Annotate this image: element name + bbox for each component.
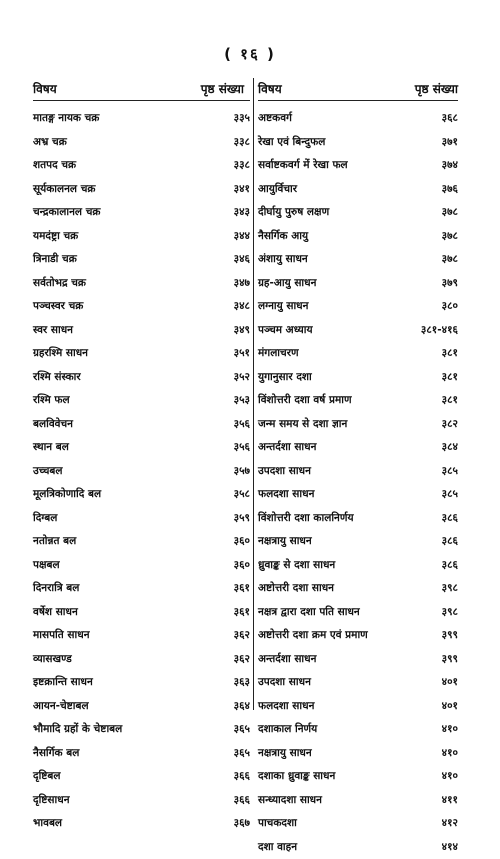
toc-entry-title: उच्चबल	[33, 460, 63, 484]
toc-entry	[258, 248, 458, 272]
toc-entry-title: सर्वतोभद्र चक्र	[33, 272, 86, 296]
toc-entry-page: ३५१	[234, 342, 250, 366]
toc-entry-title: उपदशा साधन	[258, 671, 311, 695]
toc-entry	[258, 201, 458, 225]
toc-entry	[33, 460, 250, 484]
toc-entry-page: ३५२	[234, 366, 250, 390]
toc-entry-title: स्थान बल	[33, 436, 69, 460]
toc-entry-page: ३८५	[442, 460, 458, 484]
toc-entry-page: ३८२	[442, 413, 458, 437]
toc-list	[258, 107, 458, 859]
toc-entry-title: फलदशा साधन	[258, 695, 314, 719]
toc-entry-title: नैसर्गिक बल	[33, 742, 79, 766]
toc-entry-title: अन्तर्दशा साधन	[258, 648, 316, 672]
toc-entry-title: नैसर्गिक आयु	[258, 225, 308, 249]
toc-entry-page: ३६०	[234, 554, 250, 578]
toc-entry-page: ४१२	[442, 812, 458, 836]
toc-entry-page: ३४७	[234, 272, 250, 296]
toc-entry	[33, 295, 250, 319]
toc-entry	[258, 366, 458, 390]
page-header: पृष्ठ संख्या	[415, 82, 458, 96]
toc-entry-page: ३९८	[442, 577, 458, 601]
toc-entry-page: ३७४	[442, 154, 458, 178]
toc-entry	[33, 812, 250, 836]
toc-entry-page: ३३५	[234, 107, 250, 131]
toc-entry	[258, 812, 458, 836]
toc-entry-title: बलविवेचन	[33, 413, 73, 437]
toc-entry	[33, 530, 250, 554]
toc-entry-page: ३४९	[234, 319, 250, 343]
toc-entry-title: दिग्बल	[33, 507, 57, 531]
toc-entry-title: ध्रुवाङ्क से दशा साधन	[258, 554, 335, 578]
header-rule	[33, 100, 250, 101]
toc-entry-title: आयुर्विचार	[258, 178, 297, 202]
toc-entry	[33, 436, 250, 460]
toc-entry	[33, 154, 250, 178]
toc-entry	[33, 225, 250, 249]
toc-entry	[258, 695, 458, 719]
toc-entry	[33, 554, 250, 578]
toc-entry	[258, 225, 458, 249]
toc-entry-title: रेखा एवं बिन्दुफल	[258, 131, 325, 155]
toc-entry-page: ३६२	[234, 624, 250, 648]
toc-entry-title: दृष्टिसाधन	[33, 789, 70, 813]
toc-entry	[33, 765, 250, 789]
toc-entry-title: रश्मि संस्कार	[33, 366, 81, 390]
toc-entry-page: ३६५	[234, 718, 250, 742]
toc-entry-title: युगानुसार दशा	[258, 366, 312, 390]
toc-entry	[258, 765, 458, 789]
toc-entry-page: ३५३	[234, 389, 250, 413]
toc-entry-title: सूर्यकालनल चक्र	[33, 178, 95, 202]
toc-entry-title: दीर्घायु पुरुष लक्षण	[258, 201, 329, 225]
toc-entry-page: ३८६	[442, 507, 458, 531]
toc-entry	[258, 154, 458, 178]
toc-entry-page: ३८५	[442, 483, 458, 507]
toc-entry-page: ३६६	[234, 765, 250, 789]
toc-entry	[33, 272, 250, 296]
toc-entry-page: ३९८	[442, 601, 458, 625]
toc-entry	[33, 342, 250, 366]
toc-right-column	[258, 82, 458, 859]
toc-entry-title: दशाकाल निर्णय	[258, 718, 317, 742]
toc-entry	[33, 483, 250, 507]
toc-entry-title: यमदंष्ट्रा चक्र	[33, 225, 78, 249]
toc-entry	[258, 342, 458, 366]
toc-entry-page: ४१०	[442, 742, 458, 766]
toc-entry-page: ३५९	[234, 507, 250, 531]
toc-entry-page: ३७८	[442, 225, 458, 249]
toc-entry-page: ३४१	[234, 178, 250, 202]
toc-entry-title: दशाका ध्रुवाङ्क साधन	[258, 765, 335, 789]
toc-entry	[33, 601, 250, 625]
toc-entry-page: ३६६	[234, 789, 250, 813]
toc-entry-title: पञ्चम अध्याय	[258, 319, 313, 343]
toc-entry	[33, 366, 250, 390]
toc-entry-title: पञ्चस्वर चक्र	[33, 295, 83, 319]
toc-entry-title: मासपति साधन	[33, 624, 90, 648]
toc-entry	[33, 671, 250, 695]
toc-entry-title: मंगलाचरण	[258, 342, 299, 366]
toc-entry	[258, 131, 458, 155]
toc-entry-page: ३८१	[442, 389, 458, 413]
toc-entry	[33, 789, 250, 813]
toc-entry-title: भावबल	[33, 812, 62, 836]
toc-entry	[33, 178, 250, 202]
toc-entry-page: ३७६	[442, 178, 458, 202]
toc-entry	[258, 836, 458, 859]
toc-chapter-heading	[258, 319, 458, 343]
toc-entry-page: ३४४	[234, 225, 250, 249]
toc-entry-title: वर्षेश साधन	[33, 601, 78, 625]
toc-entry-page: ३६५	[234, 742, 250, 766]
toc-entry-title: दृष्टिबल	[33, 765, 61, 789]
toc-entry	[258, 178, 458, 202]
toc-entry	[33, 507, 250, 531]
toc-entry-title: आयन-चेष्टाबल	[33, 695, 89, 719]
toc-entry-page: ४०१	[442, 695, 458, 719]
toc-entry-title: शतपद चक्र	[33, 154, 76, 178]
toc-entry	[33, 718, 250, 742]
toc-entry	[33, 577, 250, 601]
toc-entry-page: ३८६	[442, 554, 458, 578]
toc-entry-page: ३४६	[234, 248, 250, 272]
toc-entry-title: व्यासखण्ड	[33, 648, 72, 672]
toc-entry	[33, 201, 250, 225]
toc-entry	[258, 601, 458, 625]
toc-entry-page: ३६७	[234, 812, 250, 836]
toc-entry-title: ग्रह-आयु साधन	[258, 272, 316, 296]
toc-entry-title: अभ्र चक्र	[33, 131, 67, 155]
toc-entry	[258, 530, 458, 554]
toc-entry	[258, 577, 458, 601]
toc-entry-title: फलदशा साधन	[258, 483, 314, 507]
toc-entry	[33, 389, 250, 413]
toc-entry-title: उपदशा साधन	[258, 460, 311, 484]
toc-entry-page: ३५६	[234, 413, 250, 437]
toc-entry-title: मातङ्ग नायक चक्र	[33, 107, 99, 131]
toc-entry	[258, 483, 458, 507]
toc-entry-page: ३५६	[234, 436, 250, 460]
toc-entry-title: सन्ध्यादशा साधन	[258, 789, 322, 813]
column-header	[33, 82, 250, 96]
toc-entry-page: ४१४	[442, 836, 458, 859]
toc-entry	[33, 695, 250, 719]
toc-entry	[258, 507, 458, 531]
toc-entry-page: ३७८	[442, 201, 458, 225]
toc-entry-page: ४१०	[442, 765, 458, 789]
toc-entry	[258, 789, 458, 813]
toc-entry-title: पक्षबल	[33, 554, 60, 578]
toc-entry-title: जन्म समय से दशा ज्ञान	[258, 413, 347, 437]
toc-entry-page: ३९९	[442, 648, 458, 672]
toc-entry-page: ४१०	[442, 718, 458, 742]
toc-entry-page: ३६१	[234, 577, 250, 601]
toc-entry-title: विंशोत्तरी दशा कालनिर्णय	[258, 507, 354, 531]
toc-entry-page: ३५७	[234, 460, 250, 484]
toc-entry-title: अष्टकवर्ग	[258, 107, 292, 131]
toc-entry	[258, 436, 458, 460]
toc-entry	[258, 272, 458, 296]
toc-entry	[33, 248, 250, 272]
toc-entry-page: ३८१-४१६	[421, 319, 458, 343]
toc-entry-title: पाचकदशा	[258, 812, 297, 836]
toc-entry-page: ३८१	[442, 342, 458, 366]
toc-entry-page: ३६१	[234, 601, 250, 625]
toc-entry-title: लग्नायु साधन	[258, 295, 308, 319]
toc-entry-page: ३७१	[442, 131, 458, 155]
page-number: ( १६ )	[0, 44, 500, 64]
column-header	[258, 82, 458, 96]
toc-entry	[258, 718, 458, 742]
toc-entry	[258, 413, 458, 437]
toc-entry-page: ३६२	[234, 648, 250, 672]
toc-entry-title: नतोन्नत बल	[33, 530, 76, 554]
toc-entry-title: अष्टोत्तरी दशा साधन	[258, 577, 334, 601]
toc-entry-title: अष्टोत्तरी दशा क्रम एवं प्रमाण	[258, 624, 368, 648]
toc-entry-title: अन्तर्दशा साधन	[258, 436, 316, 460]
toc-entry	[258, 671, 458, 695]
toc-entry	[33, 624, 250, 648]
toc-entry	[33, 413, 250, 437]
page-header: पृष्ठ संख्या	[201, 82, 244, 96]
toc-entry-page: ३६८	[442, 107, 458, 131]
toc-entry-page: ३८६	[442, 530, 458, 554]
toc-entry	[258, 107, 458, 131]
toc-entry-page: ३६०	[234, 530, 250, 554]
toc-entry	[258, 624, 458, 648]
toc-entry-page: ३३८	[234, 154, 250, 178]
toc-entry-page: ३५८	[234, 483, 250, 507]
toc-entry-title: दशा वाहन	[258, 836, 297, 859]
toc-entry-title: नक्षत्रायु साधन	[258, 742, 312, 766]
toc-entry	[33, 742, 250, 766]
toc-entry-title: चन्द्रकालानल चक्र	[33, 201, 100, 225]
toc-entry-title: स्वर साधन	[33, 319, 73, 343]
toc-entry-title: ग्रहरश्मि साधन	[33, 342, 88, 366]
toc-entry	[258, 460, 458, 484]
toc-entry	[258, 742, 458, 766]
toc-entry-page: ३६३	[234, 671, 250, 695]
header-rule	[258, 100, 458, 101]
toc-entry-page: ३८१	[442, 366, 458, 390]
toc-entry-page: ४११	[442, 789, 458, 813]
toc-entry	[33, 319, 250, 343]
toc-entry-title: इष्टक्रान्ति साधन	[33, 671, 93, 695]
toc-entry-page: ३६४	[234, 695, 250, 719]
toc-entry	[258, 295, 458, 319]
toc-entry-page: ४०१	[442, 671, 458, 695]
toc-entry	[258, 554, 458, 578]
column-divider	[253, 78, 254, 710]
toc-entry	[258, 389, 458, 413]
subject-header: विषय	[258, 82, 282, 96]
toc-entry-page: ३७८	[442, 248, 458, 272]
toc-entry-title: रश्मि फल	[33, 389, 70, 413]
toc-entry-title: नक्षत्र द्वारा दशा पति साधन	[258, 601, 360, 625]
toc-entry-page: ३४८	[234, 295, 250, 319]
toc-entry-title: नक्षत्रायु साधन	[258, 530, 312, 554]
toc-entry-title: भौमादि ग्रहों के चेष्टाबल	[33, 718, 122, 742]
toc-entry-page: ३८४	[442, 436, 458, 460]
toc-entry-title: त्रिनाडी चक्र	[33, 248, 77, 272]
toc-entry-title: दिनरात्रि बल	[33, 577, 79, 601]
toc-entry	[258, 648, 458, 672]
toc-entry-page: ३९९	[442, 624, 458, 648]
toc-entry-page: ३८०	[442, 295, 458, 319]
subject-header: विषय	[33, 82, 57, 96]
toc-entry	[33, 131, 250, 155]
toc-entry-page: ३३८	[234, 131, 250, 155]
toc-entry	[33, 648, 250, 672]
toc-entry-title: अंशायु साधन	[258, 248, 308, 272]
toc-entry-title: मूलत्रिकोणादि बल	[33, 483, 101, 507]
toc-list	[33, 107, 250, 836]
toc-entry-title: विंशोत्तरी दशा वर्ष प्रमाण	[258, 389, 352, 413]
toc-entry-page: ३४३	[234, 201, 250, 225]
toc-entry-page: ३७९	[442, 272, 458, 296]
toc-left-column	[33, 82, 250, 836]
toc-entry-title: सर्वाष्टकवर्ग में रेखा फल	[258, 154, 348, 178]
toc-entry	[33, 107, 250, 131]
